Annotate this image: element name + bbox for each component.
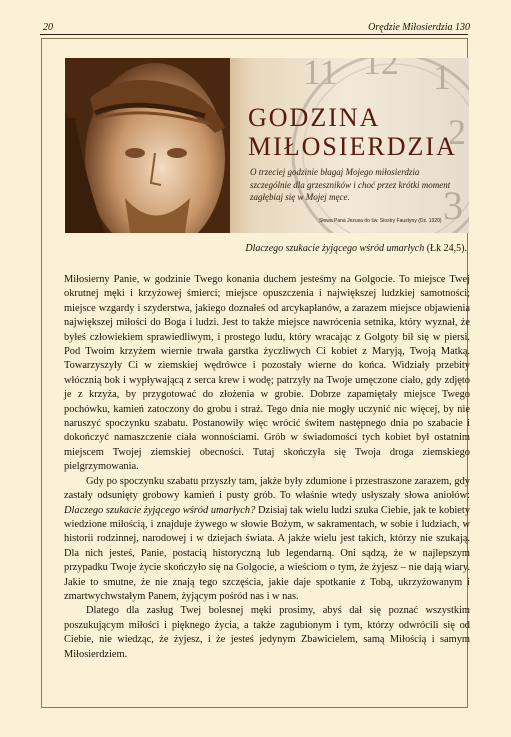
christ-statue-image [65, 58, 230, 233]
epigraph [245, 243, 467, 254]
clock-numeral: 12 [363, 44, 399, 82]
clock-numeral: 3 [443, 183, 463, 228]
issue-title: Orędzie Miłosierdzia 130 [368, 22, 470, 33]
clock-numeral: 1 [433, 57, 451, 97]
clock-numeral: 2 [448, 112, 466, 152]
banner-title-line2: MIŁOSIERDZIA [248, 132, 457, 161]
banner-source: Słowa Pana Jezusa do św. Siostry Faustyny (Dz. 1320) [319, 218, 442, 224]
article-body [64, 273, 470, 662]
epigraph-reference: (Łk 24,5). [426, 243, 467, 254]
paragraph-2-quote: Dlaczego szukacie żyjącego wśród umarłych? [64, 504, 256, 516]
paragraph-2 [64, 475, 470, 605]
epigraph-text: Dlaczego szukacie żyjącego wśród umarłych [245, 243, 425, 254]
paragraph-1: Miłosierny Panie, w godzinie Twego konania duchem jesteśmy na Golgocie. To miejsce Twej okrutnej męki i krzyżowej śmierci; miejsce opuszczenia i największej ludzkiej samotności; miejsce wzgardy i szyderstwa, jakiego doznałeś od arcykapłanów, a zarazem miejsce objawienia największej miłości do Boga i ludzi. Jest to także miejsce nawrócenia setnika, który wyznał, że byłeś człowiekiem sprawiedliwym, i prostego ludu, który wracając z Golgoty bił się w piersi. Pod Twoim krzyżem wiernie trwała garstka życzliwych Ci kobiet z Maryją, Twoją Matką. Towarzyszyły Ci w ziemskiej wędrówce i pozostały wierne do końca. Widziały przebity włócznią bok i wypływającą z serca krew i wodę; patrzyły na Twoje umęczone ciało, gdy zdjęto je z krzyża, by przygotować do złożenia w grobie. Dobrze zapamiętały miejsce Twego pochówku, kamień zatoczony do grobu i straż. Tego dnia nie mogły uczynić nic więcej, by nie naruszyć spoczynku szabatu. Postanowiły więc wrócić świtem następnego dnia po szabacie i dokończyć namaszczenie ciała wonnościami. Grób w świadomości tych kobiet był ostatnim miejscem Twojej ziemskiej obecności. Tutaj skończyła się Twoja droga ziemskiego pielgrzymowania. [64, 274, 470, 473]
clock-numeral: 11 [303, 52, 338, 92]
banner-quote: O trzeciej godzinie błagaj Mojego miłosierdzia szczególnie dla grzeszników i choć przez krótki moment zagłębiaj się w Mojej męce. [250, 167, 451, 202]
page-number: 20 [43, 22, 53, 33]
paragraph-2-part-b: Dzisiaj tak wielu ludzi szuka Ciebie, jak te kobiety wiedzione miłością, i znajduje żywego w słowie Bożym, w sakramentach, w sobie i ludziach, w historii rodzinnej, narodowej i w dziejach świata. A jakże wielu jest takich, którzy nie szukają. Dla nich jesteś, Panie, postacią historyczną lub legendarną. Oni sądzą, że w najlepszym przypadku Twoje życie skończyło się na Golgocie, a wieściom o tym, że żyjesz – nie dają wiary. Jakie to smutne, że nie znają tego szczęścia, jakie daje spotkanie z Tobą, ukrzyżowanym i zmartwychwstałym Panem, żyjącym pośród nas i w nas. [64, 504, 470, 602]
banner [65, 44, 469, 233]
header-rule [40, 34, 468, 35]
banner-title-line1: GODZINA [248, 103, 381, 132]
paragraph-3: Dlatego dla zasług Twej bolesnej męki prosimy, abyś dał się poznać wszystkim poszukującym miłości i pięknego życia, a także zagubionym i tym, którzy odwrócili się od Ciebie, nie wiedząc, że żyjesz, i że jesteś jedynym Zbawicielem, samą Miłością i samym Miłosierdziem. [64, 605, 470, 660]
paragraph-2-part-a: Gdy po spoczynku szabatu przyszły tam, jakże były zdumione i przestraszone zarazem, gdy zastały odsunięty grobowy kamień i pusty grób. To właśnie wtedy usłyszały słowa aniołów: [64, 475, 470, 502]
